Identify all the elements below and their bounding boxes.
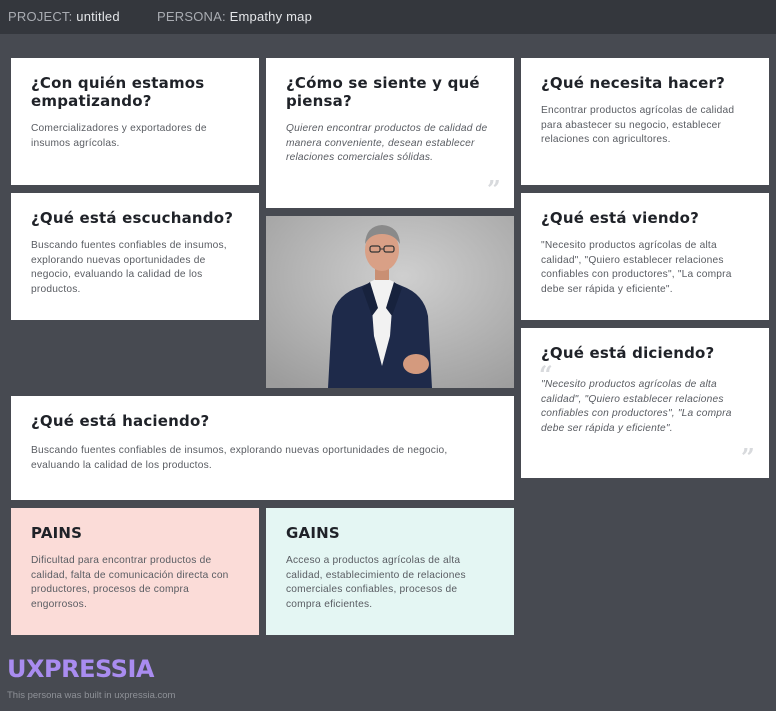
card-who-title: ¿Con quién estamos empatizando? — [31, 74, 205, 110]
card-pains[interactable] — [11, 508, 259, 635]
card-need[interactable] — [521, 58, 769, 185]
card-say[interactable] — [521, 328, 769, 478]
project-info[interactable] — [8, 9, 120, 24]
open-quote-icon: “ — [539, 360, 553, 389]
card-pains-title: PAINS — [31, 524, 83, 542]
card-see[interactable] — [521, 193, 769, 320]
project-name: untitled — [76, 9, 120, 24]
uxpressia-logo[interactable]: UXPRESSIA — [7, 655, 154, 683]
card-see-text: "Necesito productos agrícolas de alta calidad", "Quiero establecer relaciones confiables con productores", "La compra debe ser rápida y eficiente". — [541, 240, 732, 295]
card-do[interactable] — [11, 396, 514, 500]
card-hear-title: ¿Qué está escuchando? — [31, 209, 234, 227]
card-hear[interactable] — [11, 193, 259, 320]
card-feel-title: ¿Cómo se siente y qué piensa? — [286, 74, 480, 110]
card-hear-text: Buscando fuentes confiables de insumos, explorando nuevas oportunidades de negocio, evaluando la calidad de los productos. — [31, 240, 227, 295]
card-do-text: Buscando fuentes confiables de insumos, explorando nuevas oportunidades de negocio, evaluando la calidad de los productos. — [31, 445, 448, 471]
project-label: PROJECT: — [8, 9, 73, 24]
card-see-title: ¿Qué está viendo? — [541, 209, 700, 227]
card-say-text: "Necesito productos agrícolas de alta calidad", "Quiero establecer relaciones confiables con productores", "La compra debe ser rápida y eficiente". — [541, 379, 732, 434]
close-quote-icon: ” — [741, 443, 755, 472]
persona-label: PERSONA: — [157, 9, 226, 24]
card-gains-title: GAINS — [286, 524, 340, 542]
card-say-title: ¿Qué está diciendo? — [541, 344, 715, 362]
persona-name: Empathy map — [229, 9, 313, 24]
persona-info[interactable] — [157, 9, 312, 24]
card-gains[interactable] — [266, 508, 514, 635]
persona-photo[interactable] — [266, 216, 514, 388]
card-do-title: ¿Qué está haciendo? — [31, 412, 210, 430]
card-gains-text: Acceso a productos agrícolas de alta calidad, establecimiento de relaciones comerciales confiables, procesos de compra eficientes. — [286, 555, 466, 610]
top-bar — [0, 0, 776, 34]
footer-note: This persona was built in uxpressia.com — [7, 690, 176, 701]
card-pains-text: Dificultad para encontrar productos de calidad, falta de comunicación directa con productores, procesos de compra engorrosos. — [31, 555, 229, 610]
card-need-title: ¿Qué necesita hacer? — [541, 74, 725, 92]
card-who-text: Comercializadores y exportadores de insumos agrícolas. — [31, 123, 207, 149]
card-feel-text: Quieren encontrar productos de calidad de manera conveniente, desean establecer relaciones comerciales sólidas. — [286, 123, 488, 164]
card-who[interactable] — [11, 58, 259, 185]
close-quote-icon: ” — [487, 175, 501, 204]
card-feel-think[interactable] — [266, 58, 514, 208]
card-need-text: Encontrar productos agrícolas de calidad para abastecer su negocio, establecer relaciones con agricultores. — [541, 105, 735, 146]
persona-avatar-image — [266, 216, 514, 388]
